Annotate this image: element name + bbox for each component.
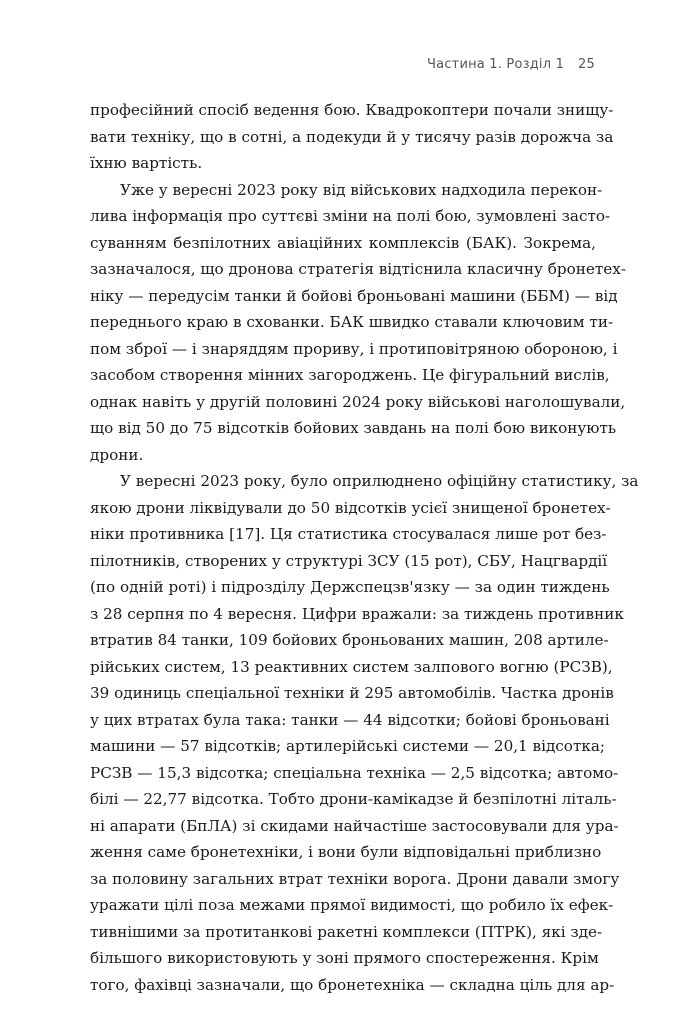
paragraph: [90, 177, 626, 469]
text-line: пілотників, створених у структурі ЗСУ (15 рот), СБУ, Нацгвардії: [90, 551, 608, 570]
text-line: Уже у вересні 2023 року від військових надходила перекон-: [120, 180, 603, 199]
text-line: того, фахівці зазначали, що бронетехніка — складна ціль для ар-: [90, 975, 615, 994]
text-line: РСЗВ — 15,3 відсотка; спеціальна техніка — 2,5 відсотка; автомо-: [90, 763, 619, 782]
text-line: засобом створення мінних загороджень. Це фігуральний вислів,: [90, 366, 610, 384]
text-line: У вересні 2023 року, було оприлюднено офіційну статистику, за: [120, 472, 639, 490]
paragraph: [90, 97, 614, 177]
text-line: ніки противника [17]. Ця статистика стосувалася лише рот без-: [90, 525, 607, 543]
text-line: переднього краю в схованки. БАК швидко ставали ключовим ти-: [90, 313, 614, 331]
text-line: пом зброї — і знаряддям прориву, і протиповітряною обороною, і: [90, 339, 618, 358]
text-line: уражати цілі поза межами прямої видимості, що робило їх ефек-: [90, 896, 614, 914]
text-line: у цих втратах була така: танки — 44 відсотки; бойові броньовані: [90, 710, 610, 729]
section-title: Частина 1. Розділ 1: [427, 57, 565, 72]
text-line: рійських систем, 13 реактивних систем залпового вогню (РСЗВ),: [90, 657, 613, 676]
text-line: їхню вартість.: [90, 154, 203, 172]
text-line: професійний спосіб ведення бою. Квадрокоптери почали знищу-: [90, 101, 614, 119]
text-line: ження саме бронетехніки, і вони були відповідальні приблизно: [90, 843, 602, 861]
text-line: ніку — передусім танки й бойові броньовані машини (ББМ) — від: [90, 286, 618, 305]
body-text: [90, 97, 639, 998]
text-line: (по одній роті) і підрозділу Держспецзв'язку — за один тиждень: [90, 578, 610, 596]
text-line: дрони.: [90, 445, 144, 464]
text-line: білі — 22,77 відсотка. Тобто дрони-камікадзе й безпілотні літаль-: [90, 790, 617, 808]
text-line: вати техніку, що в сотні, а подекуди й у тисячу разів дорожча за: [90, 127, 614, 146]
text-line: з 28 серпня по 4 вересня. Цифри вражали: за тиждень противник: [90, 604, 624, 623]
running-header: [427, 57, 595, 72]
text-line: втратив 84 танки, 109 бойових броньованих машин, 208 артиле-: [90, 631, 609, 649]
text-line: суванням безпілотних авіаційних комплексів (БАК). Зокрема,: [90, 233, 596, 252]
text-line: ні апарати (БпЛА) зі скидами найчастіше застосовували для ура-: [90, 816, 619, 835]
text-line: лива інформація про суттєві зміни на полі бою, зумовлені засто-: [90, 207, 611, 225]
text-line: машини — 57 відсотків; артилерійські системи — 20,1 відсотка;: [90, 737, 606, 755]
paragraph: [90, 468, 639, 998]
text-line: однак навіть у другій половині 2024 року військові наголошували,: [90, 392, 626, 411]
text-line: зазначалося, що дронова стратегія відтіснила класичну бронетех-: [90, 260, 626, 278]
text-line: якою дрони ліквідували до 50 відсотків усієї знищеної бронетех-: [90, 498, 611, 517]
text-line: більшого використовують у зоні прямого спостереження. Крім: [90, 949, 599, 967]
text-line: за половину загальних втрат техніки ворога. Дрони давали змогу: [90, 869, 620, 888]
page-number: 25: [578, 57, 595, 72]
text-line: 39 одиниць спеціальної техніки й 295 автомобілів. Частка дронів: [90, 684, 614, 702]
text-line: тивнішими за протитанкові ракетні комплекси (ПТРК), які зде-: [90, 922, 603, 941]
text-line: що від 50 до 75 відсотків бойових завдань на полі бою виконують: [90, 419, 617, 437]
